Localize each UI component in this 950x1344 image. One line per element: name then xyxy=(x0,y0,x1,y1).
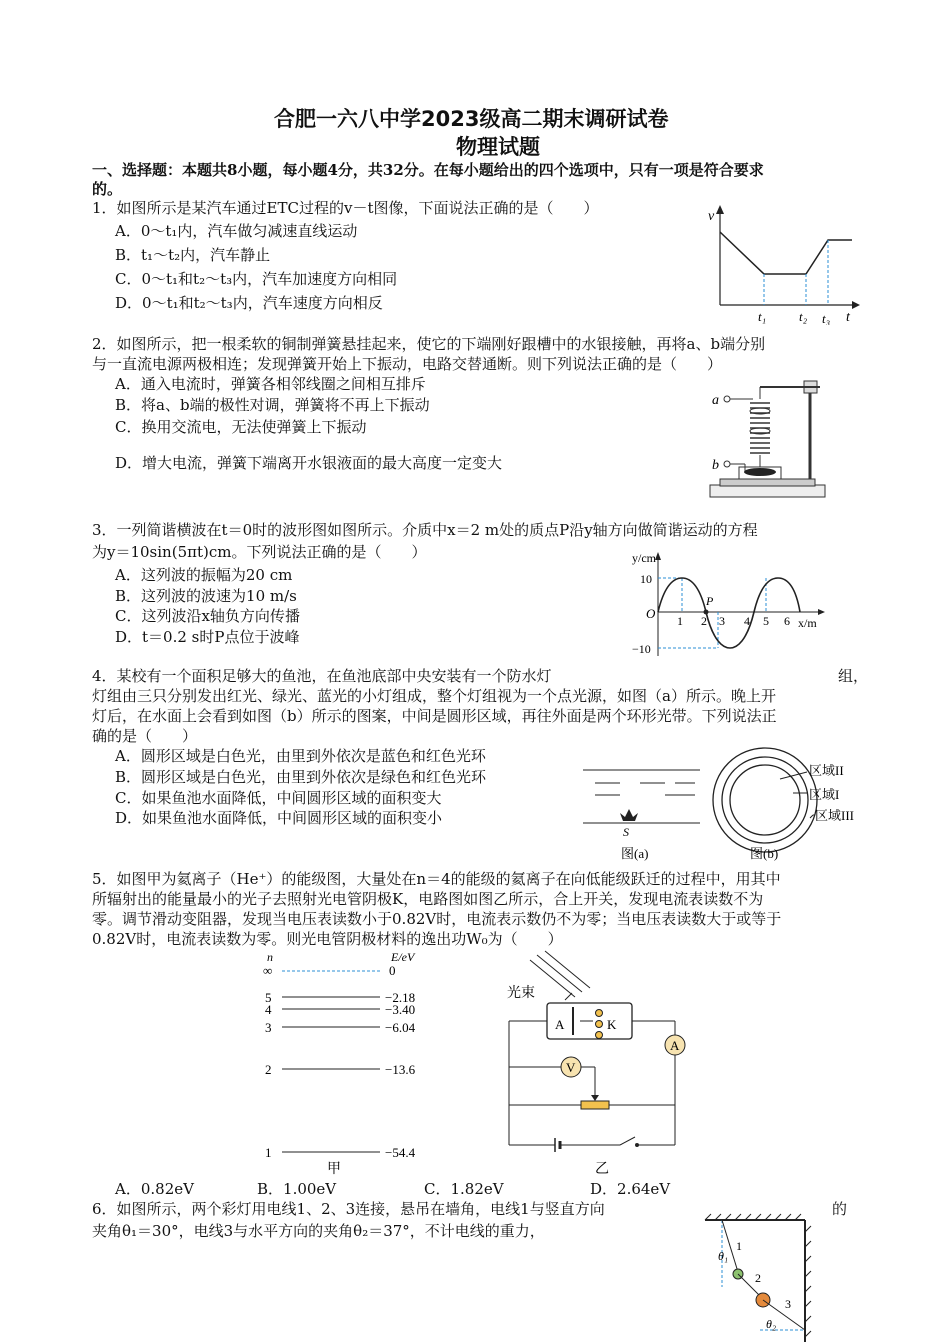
q5-caption-jia: 甲 xyxy=(327,1162,341,1175)
q3-ybot: −10 xyxy=(632,642,651,656)
q5-energy-level-diagram xyxy=(255,945,440,1175)
q5-label-light: 光束 xyxy=(507,986,535,1001)
q6-theta2: θ₂ xyxy=(766,1317,777,1331)
q1-option-c: C．0～t₁和t₂～t₃内，汽车加速度方向相同 xyxy=(115,270,398,288)
q5-level-5: 5 xyxy=(265,990,272,1005)
q3-stem-cont: 为y＝10sin(5πt)cm。下列说法正确的是（ ） xyxy=(92,543,427,561)
q4-option-a: A．圆形区域是白色光，由里到外依次是蓝色和红色光环 xyxy=(115,747,486,765)
q6-stem: 6．如图所示，两个彩灯用电线1、2、3连接，悬吊在墙角，电线1与竖直方向 xyxy=(92,1200,605,1218)
q5-caption-yi: 乙 xyxy=(595,1162,609,1177)
q5-stem-cont2: 零。调节滑动变阻器，发现当电压表读数小于0.82V时，电流表示数仍不为零；当电压表读数大于或等于 xyxy=(92,910,782,928)
q5-energy-2: −13.6 xyxy=(385,1062,416,1077)
q1-option-b: B．t₁～t₂内，汽车静止 xyxy=(115,246,271,264)
exam-title: 合肥一六八中学2023级高二期末调研试卷 xyxy=(274,107,669,131)
q6-theta1: θ₁ xyxy=(718,1249,729,1263)
q3-option-b: B．这列波的波速为10 m/s xyxy=(115,587,297,605)
q5-level-1: 1 xyxy=(265,1145,272,1160)
q5-option-d: D．2.64eV xyxy=(590,1180,671,1198)
q1-option-d: D．0～t₁和t₂～t₃内，汽车速度方向相反 xyxy=(115,294,383,312)
q3-tick-4: 4 xyxy=(744,614,750,628)
q3-tick-1: 1 xyxy=(677,614,683,628)
q3-tick-6: 6 xyxy=(784,614,790,628)
q4-stem: 4．某校有一个面积足够大的鱼池，在鱼池底部中央安装有一个防水灯 xyxy=(92,667,552,685)
q4-stem-cont3: 确的是（ ） xyxy=(92,727,198,745)
q1-axis-t: t xyxy=(846,310,850,325)
q4-option-c: C．如果鱼池水面降低，中间圆形区域的面积变大 xyxy=(115,789,442,807)
q5-level-3: 3 xyxy=(265,1020,272,1035)
q2-label-b: b xyxy=(712,458,719,473)
q5-energy-1: −54.4 xyxy=(385,1145,416,1160)
q3-ylabel: y/cm xyxy=(632,551,656,565)
q5-option-c: C．1.82eV xyxy=(424,1180,504,1198)
q5-energy-inf: 0 xyxy=(389,963,396,978)
q2-option-c: C．换用交流电，无法使弹簧上下振动 xyxy=(115,418,367,436)
q3-ytop: 10 xyxy=(640,572,652,586)
q1-stem: 1．如图所示是某汽车通过ETC过程的v－t图像，下面说法正确的是（ ） xyxy=(92,199,599,217)
q5-energy-5: −2.18 xyxy=(385,990,416,1005)
q3-option-d: D．t＝0.2 s时P点位于波峰 xyxy=(115,628,300,646)
section-heading: 一、选择题：本题共8小题，每小题4分，共32分。在每小题给出的四个选项中，只有一项是符合要求 xyxy=(92,161,764,179)
q3-tick-3: 3 xyxy=(719,614,725,628)
q5-label-n: n xyxy=(267,950,273,964)
q5-circuit-diagram xyxy=(495,945,695,1177)
q1-label-t1: t₁ xyxy=(758,309,767,324)
q4-option-b: B．圆形区域是白色光，由里到外依次是绿色和红色光环 xyxy=(115,768,487,786)
q3-tick-5: 5 xyxy=(763,614,769,628)
q5-ammeter: A xyxy=(670,1038,680,1053)
q6-stem-cont: 夹角θ₁＝30°，电线3与水平方向的夹角θ₂＝37°，不计电线的重力， xyxy=(92,1222,545,1240)
q4-region-3: 区域III xyxy=(815,808,854,823)
q6-wire-1: 1 xyxy=(736,1239,742,1253)
q5-option-b: B．1.00eV xyxy=(257,1180,337,1198)
q3-option-c: C．这列波沿x轴负方向传播 xyxy=(115,607,300,625)
q5-level-inf: ∞ xyxy=(263,963,273,978)
q3-origin: O xyxy=(646,606,656,621)
q6-lamp-figure xyxy=(700,1212,815,1342)
q6-wire-3: 3 xyxy=(785,1297,791,1311)
q4-stem-cont2: 灯后，在水面上会看到如图（b）所示的图案，中间是圆形区域，再往外面是两个环形光带。下列说法正 xyxy=(92,707,777,725)
q5-stem-cont3: 0.82V时，电流表读数为零。则光电管阴极材料的逸出功W₀为（ ） xyxy=(92,930,563,948)
q5-energy-4: −3.40 xyxy=(385,1002,416,1017)
q3-point-p: P xyxy=(706,594,714,608)
q5-level-2: 2 xyxy=(265,1062,272,1077)
q2-label-a: a xyxy=(712,393,719,408)
q5-label-anode: A xyxy=(555,1017,565,1032)
q4-caption-b: 图(b) xyxy=(750,846,779,861)
q5-stem-cont: 所辐射出的能量最小的光子去照射光电管阴极K，电路图如图乙所示，合上开关，发现电流表读数不为 xyxy=(92,890,764,908)
q4-region-2: 区域II xyxy=(809,763,844,778)
q6-stem-end: 的 xyxy=(832,1200,848,1218)
q4-pond-figure xyxy=(575,745,875,865)
q1-label-t3: t₃ xyxy=(822,311,831,325)
q4-region-1: 区域I xyxy=(809,787,840,802)
q5-label-e: E/eV xyxy=(391,950,415,964)
q3-wave-graph xyxy=(618,548,833,663)
q5-label-cathode: K xyxy=(607,1017,617,1032)
exam-subtitle: 物理试题 xyxy=(456,135,540,159)
q5-stem: 5．如图甲为氦离子（He⁺）的能级图，大量处在n＝4的能级的氦离子在向低能级跃迁的过程中，用其中 xyxy=(92,870,781,888)
q3-option-a: A．这列波的振幅为20 cm xyxy=(115,566,293,584)
q1-option-a: A．0～t₁内，汽车做匀减速直线运动 xyxy=(115,222,358,240)
q3-xlabel: x/m xyxy=(798,616,817,630)
q5-voltmeter: V xyxy=(566,1060,576,1075)
q4-stem-end: 组， xyxy=(838,667,869,685)
q4-caption-a: 图(a) xyxy=(621,846,649,861)
q6-wire-2: 2 xyxy=(755,1271,761,1285)
q2-spring-figure xyxy=(705,375,830,500)
q2-option-b: B．将a、b端的极性对调，弹簧将不再上下振动 xyxy=(115,396,430,414)
q1-axis-v: v xyxy=(708,209,715,224)
q3-stem: 3．一列简谐横波在t＝0时的波形图如图所示。介质中x＝2 m处的质点P沿y轴方向做简谐运动的方程 xyxy=(92,521,758,539)
q5-energy-3: −6.04 xyxy=(385,1020,416,1035)
q4-stem-cont: 灯组由三只分别发出红光、绿光、蓝光的小灯组成，整个灯组视为一个点光源，如图（a）所示。晚上开 xyxy=(92,687,776,705)
q4-label-s: S xyxy=(623,825,629,839)
q2-stem-cont: 与一直流电源两极相连；发现弹簧开始上下振动，电路交替通断。则下列说法正确的是（ ） xyxy=(92,355,723,373)
section-heading-cont: 的。 xyxy=(92,180,123,198)
q2-option-a: A．通入电流时，弹簧各相邻线圈之间相互排斥 xyxy=(115,375,426,393)
q4-option-d: D．如果鱼池水面降低，中间圆形区域的面积变小 xyxy=(115,809,443,827)
q1-label-t2: t₂ xyxy=(799,309,808,324)
q5-option-a: A．0.82eV xyxy=(115,1180,194,1198)
q5-level-4: 4 xyxy=(265,1002,272,1017)
q2-stem: 2．如图所示，把一根柔软的铜制弹簧悬挂起来，使它的下端刚好跟槽中的水银接触，再将a、b端分别 xyxy=(92,335,766,353)
q2-option-d: D．增大电流，弹簧下端离开水银液面的最大高度一定变大 xyxy=(115,454,503,472)
q3-tick-2: 2 xyxy=(701,614,707,628)
q1-vt-graph xyxy=(700,200,860,325)
